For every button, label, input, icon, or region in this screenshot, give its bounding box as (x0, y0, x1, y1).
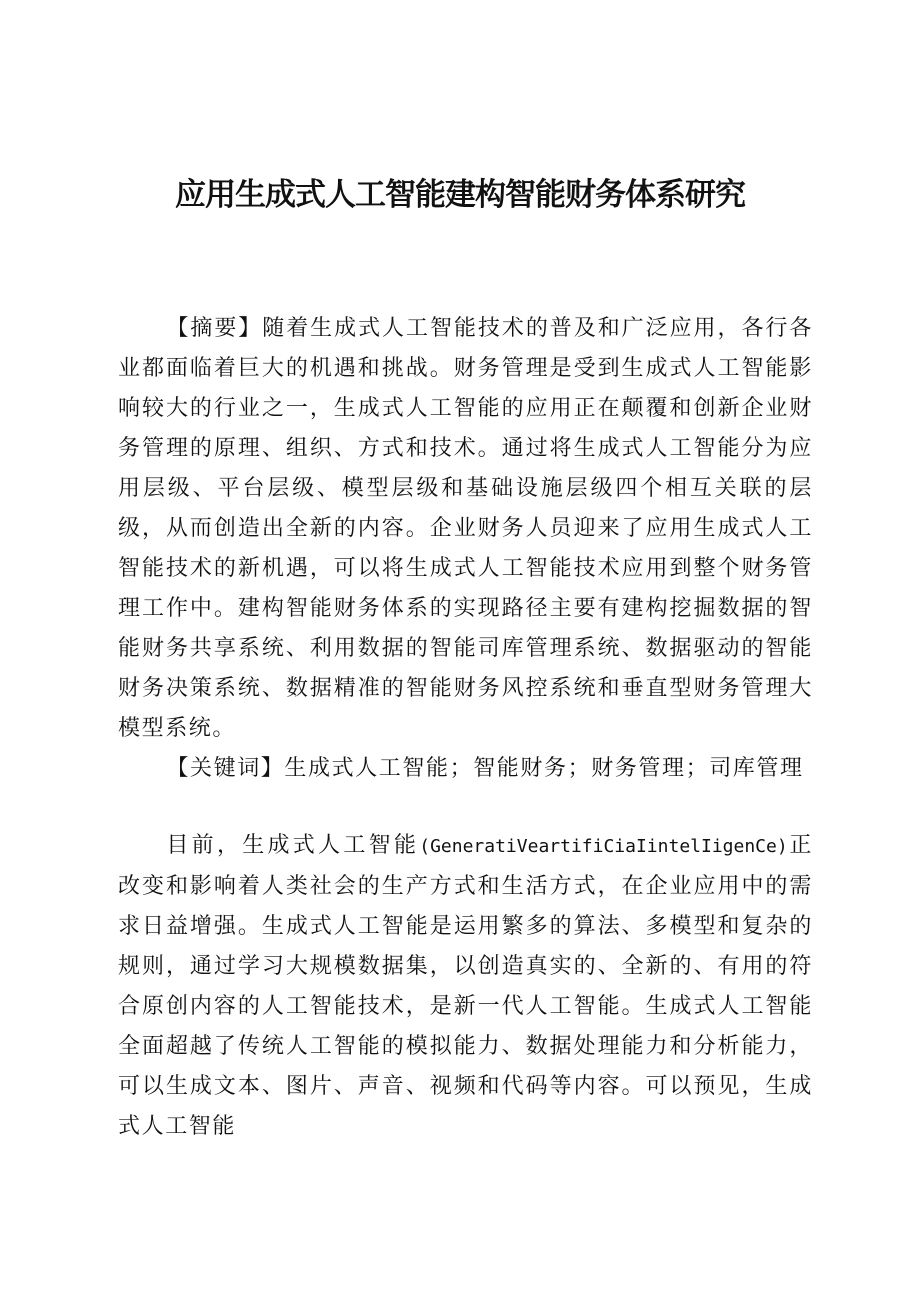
abstract-text: 随着生成式人工智能技术的普及和广泛应用，各行各业都面临着巨大的机遇和挑战。财务管理是受到生成式人工智能影响较大的行业之一，生成式人工智能的应用正在颠覆和创新企业财务管理的原理、组织、方式和技术。通过将生成式人工智能分为应用层级、平台层级、模型层级和基础设施层级四个相互关联的层级，从而创造出全新的内容。企业财务人员迎来了应用生成式人工智能技术的新机遇，可以将生成式人工智能技术应用到整个财务管理工作中。建构智能财务体系的实现路径主要有建构挖掘数据的智能财务共享系统、利用数据的智能司库管理系统、数据驱动的智能财务决策系统、数据精准的智能财务风控系统和垂直型财务管理大模型系统。 (118, 316, 813, 741)
document-title: 应用生成式人工智能建构智能财务体系研究 (175, 177, 745, 213)
intro-text: 正改变和影响着人类社会的生产方式和生活方式，在企业应用中的需求日益增强。生成式人工智能是运用繁多的算法、多模型和复杂的规则，通过学习大规模数据集，以创造真实的、全新的、有用的符合原创内容的人工智能技术，是新一代人工智能。生成式人工智能全面超越了传统人工智能的模拟能力、数据处理能力和分析能力，可以生成文本、图片、声音、视频和代码等内容。可以预见，生成式人工智能 (118, 833, 813, 1139)
intro-english-term: (GeneratiVeartifiCiaIintelIigenCe) (419, 836, 788, 857)
keywords-text: 生成式人工智能；智能财务；财务管理；司库管理 (284, 756, 804, 781)
keywords-paragraph (118, 749, 813, 789)
keywords-label: 【关键词】 (166, 756, 285, 781)
intro-section (118, 826, 813, 1147)
intro-lead: 目前，生成式人工智能 (166, 833, 420, 858)
abstract-label: 【摘要】 (166, 316, 263, 341)
abstract-section (118, 309, 813, 789)
abstract-paragraph (118, 309, 813, 749)
intro-paragraph (118, 826, 813, 1147)
